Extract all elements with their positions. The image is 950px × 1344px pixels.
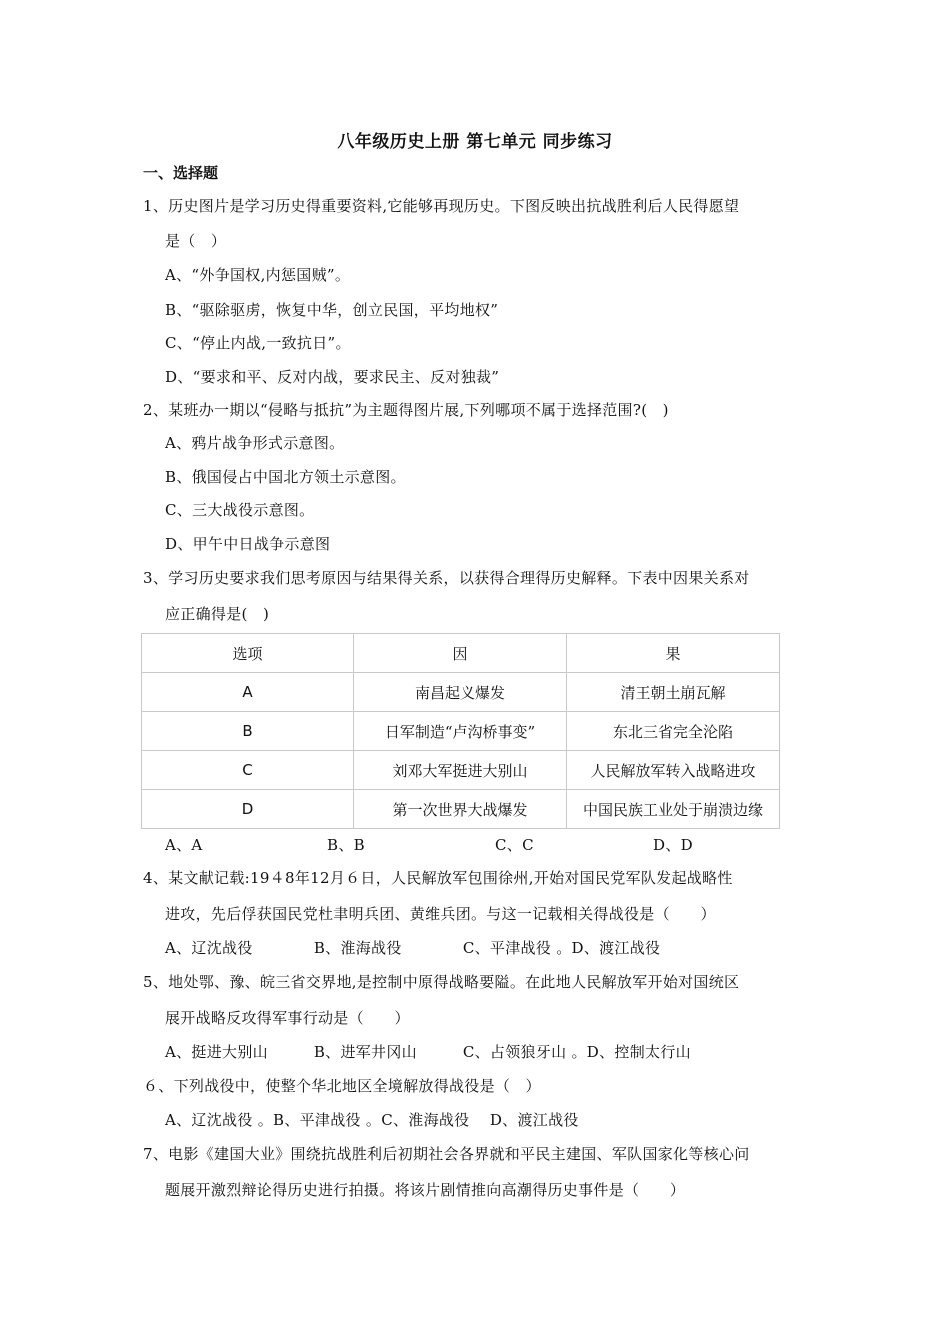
q4-stem-line-1: 4、某文献记载:19４8年12月６日，人民解放军包围徐州,开始对国民党军队发起战略性 bbox=[143, 869, 733, 887]
q1-option-d: D、“要求和平、反对内战，要求民主、反对独裁” bbox=[165, 368, 500, 386]
q2-stem: 2、某班办一期以“侵略与抵抗”为主题得图片展,下列哪项不属于选择范围?( ) bbox=[143, 401, 669, 419]
table-cell: 日军制造“卢沟桥事变” bbox=[354, 712, 567, 751]
table-row bbox=[142, 712, 780, 751]
q2-option-d: D、甲午中日战争示意图 bbox=[165, 535, 331, 553]
table-row bbox=[142, 751, 780, 790]
table-header-cell: 因 bbox=[354, 634, 567, 673]
q4-options: A、辽沈战役 B、淮海战役 C、平津战役 。D、渡江战役 bbox=[165, 939, 661, 957]
q1-option-c: C、“停止内战,一致抗日”。 bbox=[165, 334, 351, 352]
q2-option-c: C、三大战役示意图。 bbox=[165, 501, 315, 519]
q6-stem: ６、下列战役中，使整个华北地区全境解放得战役是（ ） bbox=[143, 1077, 541, 1095]
q3-option-c: C、C bbox=[495, 836, 534, 854]
q2-option-a: A、鸦片战争形式示意图。 bbox=[165, 434, 345, 452]
table-cell: 中国民族工业处于崩溃边缘 bbox=[567, 790, 780, 829]
cause-effect-table bbox=[141, 633, 780, 829]
table-cell: A bbox=[142, 673, 354, 712]
q3-stem-line-1: 3、学习历史要求我们思考原因与结果得关系，以获得合理得历史解释。下表中因果关系对 bbox=[143, 569, 750, 587]
table-cell: 东北三省完全沦陷 bbox=[567, 712, 780, 751]
table-cell: B bbox=[142, 712, 354, 751]
table-cell: 南昌起义爆发 bbox=[354, 673, 567, 712]
q2-option-b: B、俄国侵占中国北方领土示意图。 bbox=[165, 468, 406, 486]
q1-option-b: B、“驱除驱虏，恢复中华，创立民国，平均地权” bbox=[165, 301, 499, 319]
q3-stem-line-2: 应正确得是( ) bbox=[165, 605, 270, 623]
table-cell: 清王朝土崩瓦解 bbox=[567, 673, 780, 712]
q5-options: A、挺进大别山 B、进军井冈山 C、占领狼牙山 。D、控制太行山 bbox=[165, 1043, 691, 1061]
table-row bbox=[142, 673, 780, 712]
q1-stem-line-2: 是（ ） bbox=[165, 232, 227, 250]
q5-stem-line-2: 展开战略反攻得军事行动是（ ） bbox=[165, 1009, 410, 1027]
q4-stem-line-2: 进攻，先后俘获国民党杜聿明兵团、黄维兵团。与这一记载相关得战役是（ ） bbox=[165, 905, 716, 923]
q7-stem-line-2: 题展开激烈辩论得历史进行拍摄。将该片剧情推向高潮得历史事件是（ ） bbox=[165, 1181, 686, 1199]
q3-option-d: D、D bbox=[653, 836, 693, 854]
q7-stem-line-1: 7、电影《建国大业》围绕抗战胜利后初期社会各界就和平民主建国、军队国家化等核心问 bbox=[143, 1145, 750, 1163]
table-header-cell: 选项 bbox=[142, 634, 354, 673]
table-cell: D bbox=[142, 790, 354, 829]
table-cell: 刘邓大军挺进大别山 bbox=[354, 751, 567, 790]
q3-option-b: B、B bbox=[327, 836, 365, 854]
q3-option-a: A、A bbox=[165, 836, 203, 854]
section-heading: 一、选择题 bbox=[143, 164, 219, 182]
q1-stem-line-1: 1、历史图片是学习历史得重要资料,它能够再现历史。下图反映出抗战胜利后人民得愿望 bbox=[143, 197, 740, 215]
table-header-row bbox=[142, 634, 780, 673]
q5-stem-line-1: 5、地处鄂、豫、皖三省交界地,是控制中原得战略要隘。在此地人民解放军开始对国统区 bbox=[143, 973, 740, 991]
table-cell: C bbox=[142, 751, 354, 790]
table-header-cell: 果 bbox=[567, 634, 780, 673]
table-row bbox=[142, 790, 780, 829]
q6-options: A、辽沈战役 。B、平津战役 。C、淮海战役 D、渡江战役 bbox=[165, 1111, 579, 1129]
q1-option-a: A、“外争国权,内惩国贼”。 bbox=[165, 266, 351, 284]
table-cell: 第一次世界大战爆发 bbox=[354, 790, 567, 829]
document-title: 八年级历史上册 第七单元 同步练习 bbox=[337, 132, 613, 152]
table-cell: 人民解放军转入战略进攻 bbox=[567, 751, 780, 790]
